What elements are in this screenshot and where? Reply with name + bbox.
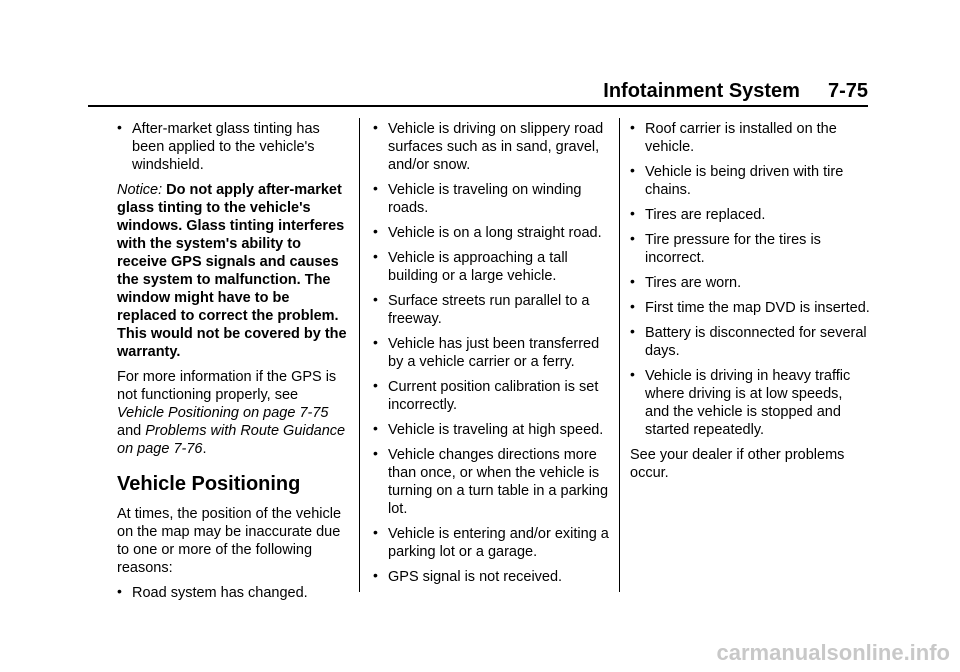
watermark: carmanualsonline.info (716, 640, 950, 665)
bullet-icon: • (630, 119, 635, 135)
page-header (603, 80, 868, 103)
list-item: • Tires are replaced. (630, 205, 766, 223)
list-item: • Vehicle is driving in heavy traffic where driving is at low speeds, and the vehicle is stopped and started repeatedly. (630, 366, 851, 438)
list-item: • Current position calibration is set incorrectly. (373, 377, 599, 413)
list-item: • GPS signal is not received. (373, 567, 563, 585)
list-item: • Tires are worn. (630, 273, 742, 291)
list-item: • Vehicle is entering and/or exiting a parking lot or a garage. (373, 524, 609, 560)
column-2 (373, 120, 613, 593)
closing-paragraph: See your dealer if other problems occur. (630, 447, 845, 481)
column-1 (117, 120, 349, 609)
bullet-icon: • (373, 524, 378, 540)
list-item: • After-market glass tinting has been applied to the vehicle's windshield. (117, 119, 320, 173)
column-divider-2 (619, 118, 620, 592)
list-item: • First time the map DVD is inserted. (630, 298, 870, 316)
list-item: • Vehicle changes directions more than once, or when the vehicle is turning on a turn table in a parking lot. (373, 445, 609, 517)
intro-paragraph: At times, the position of the vehicle on the map may be inaccurate due to one or more of the following reasons: (117, 506, 342, 576)
bullet-icon: • (117, 119, 122, 135)
link-vehicle-positioning[interactable]: Vehicle Positioning on page 7-75 (117, 405, 329, 421)
list-item: • Vehicle is traveling on winding roads. (373, 180, 582, 216)
header-rule (88, 105, 868, 107)
bullet-icon: • (373, 180, 378, 196)
list-item: • Vehicle is traveling at high speed. (373, 420, 604, 438)
bullet-icon: • (373, 420, 378, 436)
more-info: For more information if the GPS is not functioning properly, see Vehicle Positioning on page 7-75 and Problems with Route Guidance on page 7-76. (117, 369, 346, 457)
section-heading: Vehicle Positioning (117, 473, 301, 495)
bullet-icon: • (630, 366, 635, 382)
bullet-icon: • (630, 323, 635, 339)
bullet-icon: • (630, 162, 635, 178)
bullet-icon: • (630, 298, 635, 314)
list-item: • Vehicle has just been transferred by a vehicle carrier or a ferry. (373, 334, 600, 370)
list-item: • Tire pressure for the tires is incorrect. (630, 230, 821, 266)
bullet-icon: • (373, 248, 378, 264)
bullet-icon: • (373, 334, 378, 350)
bullet-icon: • (630, 230, 635, 246)
notice-text: Do not apply after-market glass tinting to the vehicle's windows. Glass tinting interferes with the system's ability to receive GPS signals and causes the system to malfunction. The window might have to be replaced to correct the problem. This would not be covered by the warranty. (117, 182, 347, 360)
bullet-icon: • (630, 273, 635, 289)
bullet-icon: • (373, 445, 378, 461)
list-item: • Roof carrier is installed on the vehicle. (630, 119, 837, 155)
link-route-guidance[interactable]: Problems with Route Guidance on page 7-76 (117, 423, 346, 457)
column-3 (630, 120, 870, 489)
notice (117, 181, 349, 361)
bullet-icon: • (373, 567, 378, 583)
list-item: • Vehicle is approaching a tall building or a large vehicle. (373, 248, 568, 284)
bullet-icon: • (373, 119, 378, 135)
bullet-icon: • (373, 291, 378, 307)
bullet-icon: • (373, 377, 378, 393)
bullet-icon: • (373, 223, 378, 239)
list-item: • Vehicle is driving on slippery road surfaces such as in sand, gravel, and/or snow. (373, 119, 604, 173)
list-item: • Battery is disconnected for several days. (630, 323, 867, 359)
list-item: • Vehicle is on a long straight road. (373, 223, 602, 241)
notice-label: Notice: (117, 182, 163, 198)
list-item: • Vehicle is being driven with tire chains. (630, 162, 844, 198)
page-number: 7-75 (827, 80, 868, 102)
list-item: • Surface streets run parallel to a freeway. (373, 291, 590, 327)
section-title-header: Infotainment System (603, 80, 800, 102)
bullet-icon: • (630, 205, 635, 221)
column-divider-1 (359, 118, 360, 592)
bullet-icon: • (117, 583, 122, 599)
list-item: • Road system has changed. (117, 583, 308, 601)
